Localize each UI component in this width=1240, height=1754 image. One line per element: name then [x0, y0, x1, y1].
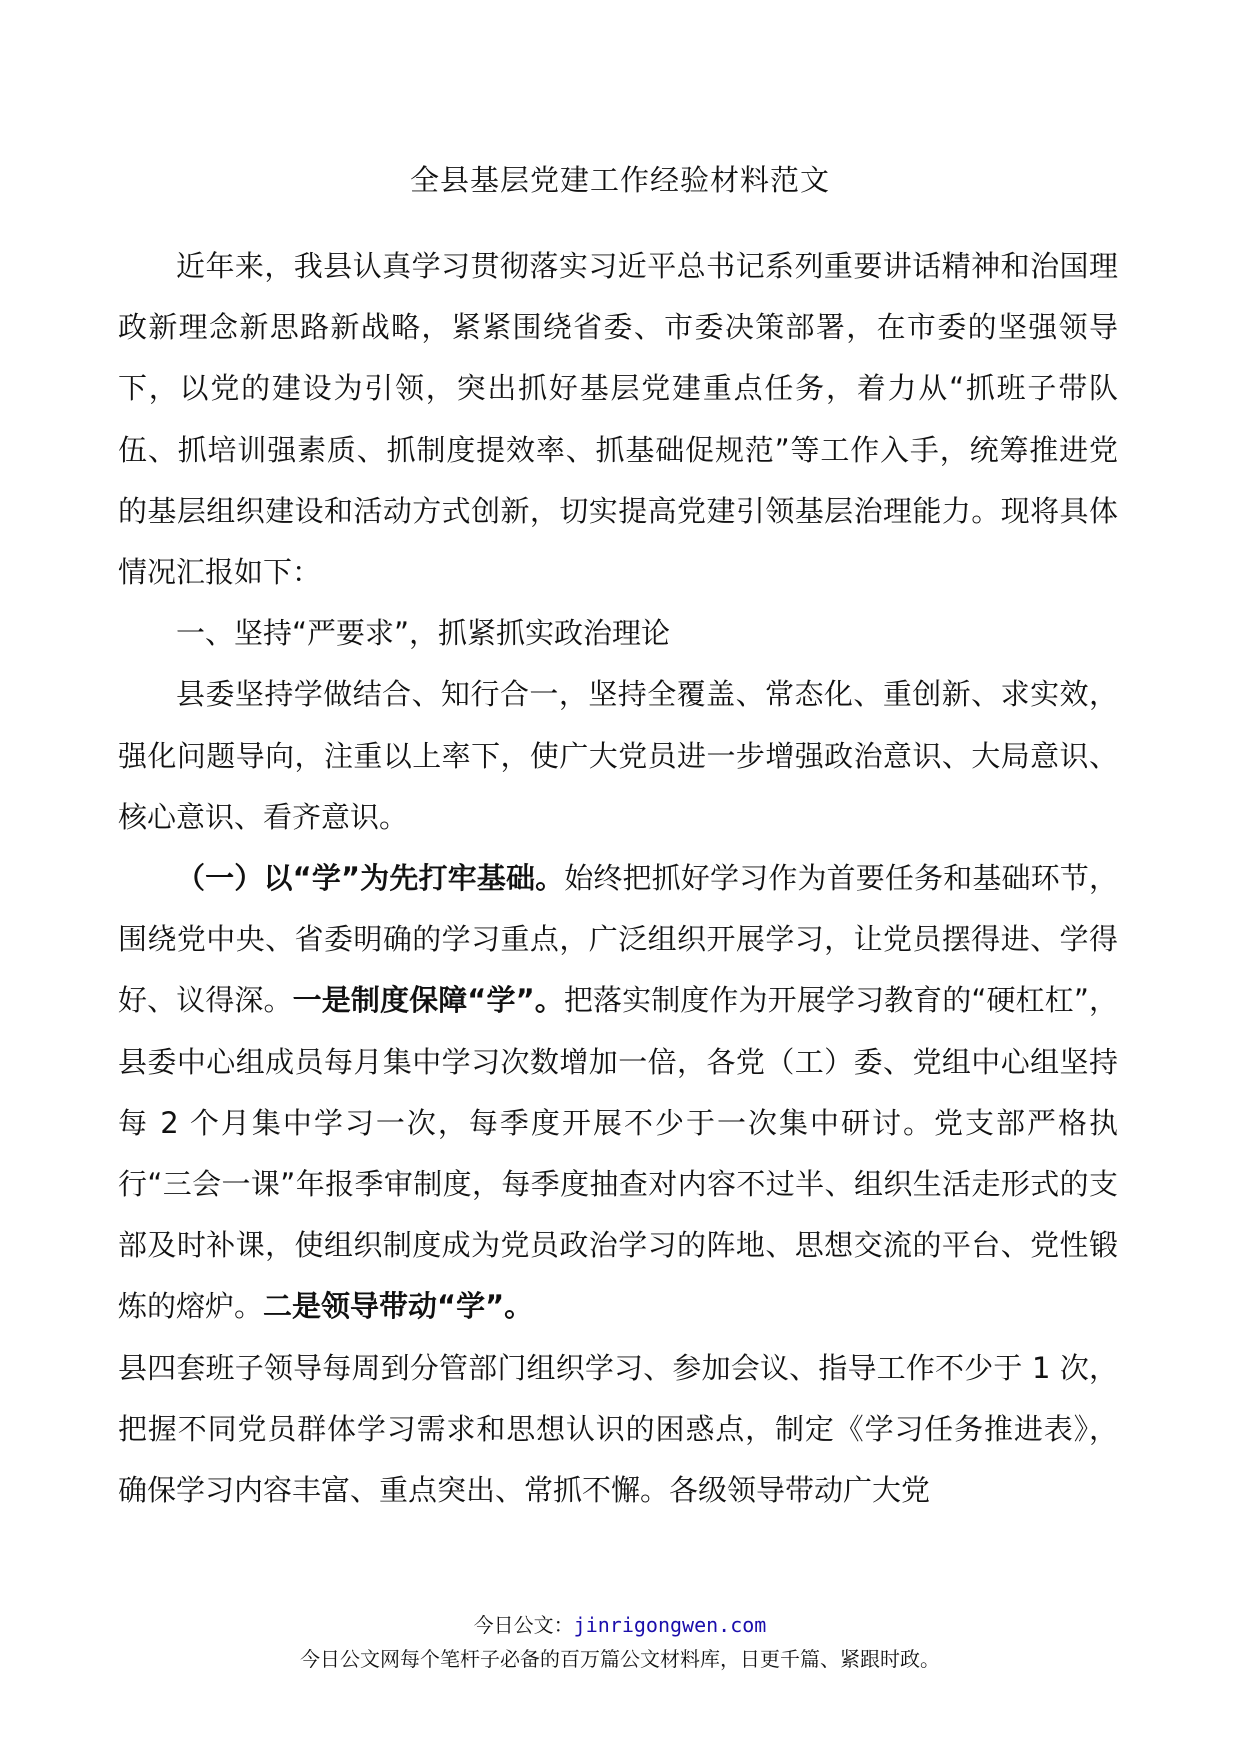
point-one-text: 把落实制度作为开展学习教育的“硬杠杠”，县委中心组成员每月集中学习次数增加一倍，各党（工）委、党组中心组坚持每 2 个月集中学习一次，每季度开展不少于一次集中研讨。党支部严格执行“三会一课”年报季审制度，每季度抽查对内容不过半、组织生活走形式的支部及时补课，使组织制度成为党员政治学习的阵地、思想交流的平台、党性锻炼的熔炉。: [118, 983, 1118, 1324]
continuation-paragraph: [118, 1338, 1118, 1522]
footer-line-1: [0, 1608, 1240, 1642]
subsection-text: 始终把抓好学习作为首要任务和基础环节，围绕党中央、省委明确的学习重点，广泛组织开展学习，让党员摆得进、学得好、议得深。: [118, 861, 1118, 1018]
document-body: [118, 236, 1118, 1521]
subsection-heading: （一）以“学”为先打牢基础。: [176, 861, 565, 896]
footer-watermark: [0, 1608, 1240, 1676]
footer-label: 今日公文：: [473, 1613, 574, 1637]
intro-paragraph: 近年来，我县认真学习贯彻落实习近平总书记系列重要讲话精神和治国理政新理念新思路新战略，紧紧围绕省委、市委决策部署，在市委的坚强领导下，以党的建设为引领，突出抓好基层党建重点任务，着力从“抓班子带队伍、抓培训强素质、抓制度提效率、抓基础促规范”等工作入手，统筹推进党的基层组织建设和活动方式创新，切实提高党建引领基层治理能力。现将具体情况汇报如下：: [118, 249, 1118, 590]
point-two-heading: 二是领导带动“学”。: [263, 1289, 534, 1324]
point-one-heading: 一是制度保障“学”。: [292, 983, 564, 1018]
section-heading: 一、坚持“严要求”，抓紧抓实政治理论: [176, 616, 671, 651]
footer-line-2: 今日公文网每个笔杆子必备的百万篇公文材料库，日更千篇、紧跟时政。: [300, 1647, 940, 1671]
document-title: 全县基层党建工作经验材料范文: [409, 163, 830, 197]
point-two-text: 县四套班子领导每周到分管部门组织学习、参加会议、指导工作不少于 1 次，把握不同党员群体学习需求和思想认识的困惑点，制定《学习任务推进表》，确保学习内容丰富、重点突出、常抓不懈。各级领导带动广大党: [118, 1350, 1118, 1508]
subsection-paragraph: [118, 848, 1118, 1338]
section-paragraph: 县委坚持学做结合、知行合一，坚持全覆盖、常态化、重创新、求实效，强化问题导向，注重以上率下，使广大党员进一步增强政治意识、大局意识、核心意识、看齐意识。: [118, 677, 1118, 834]
footer-domain-link[interactable]: jinrigongwen.com: [573, 1613, 767, 1637]
